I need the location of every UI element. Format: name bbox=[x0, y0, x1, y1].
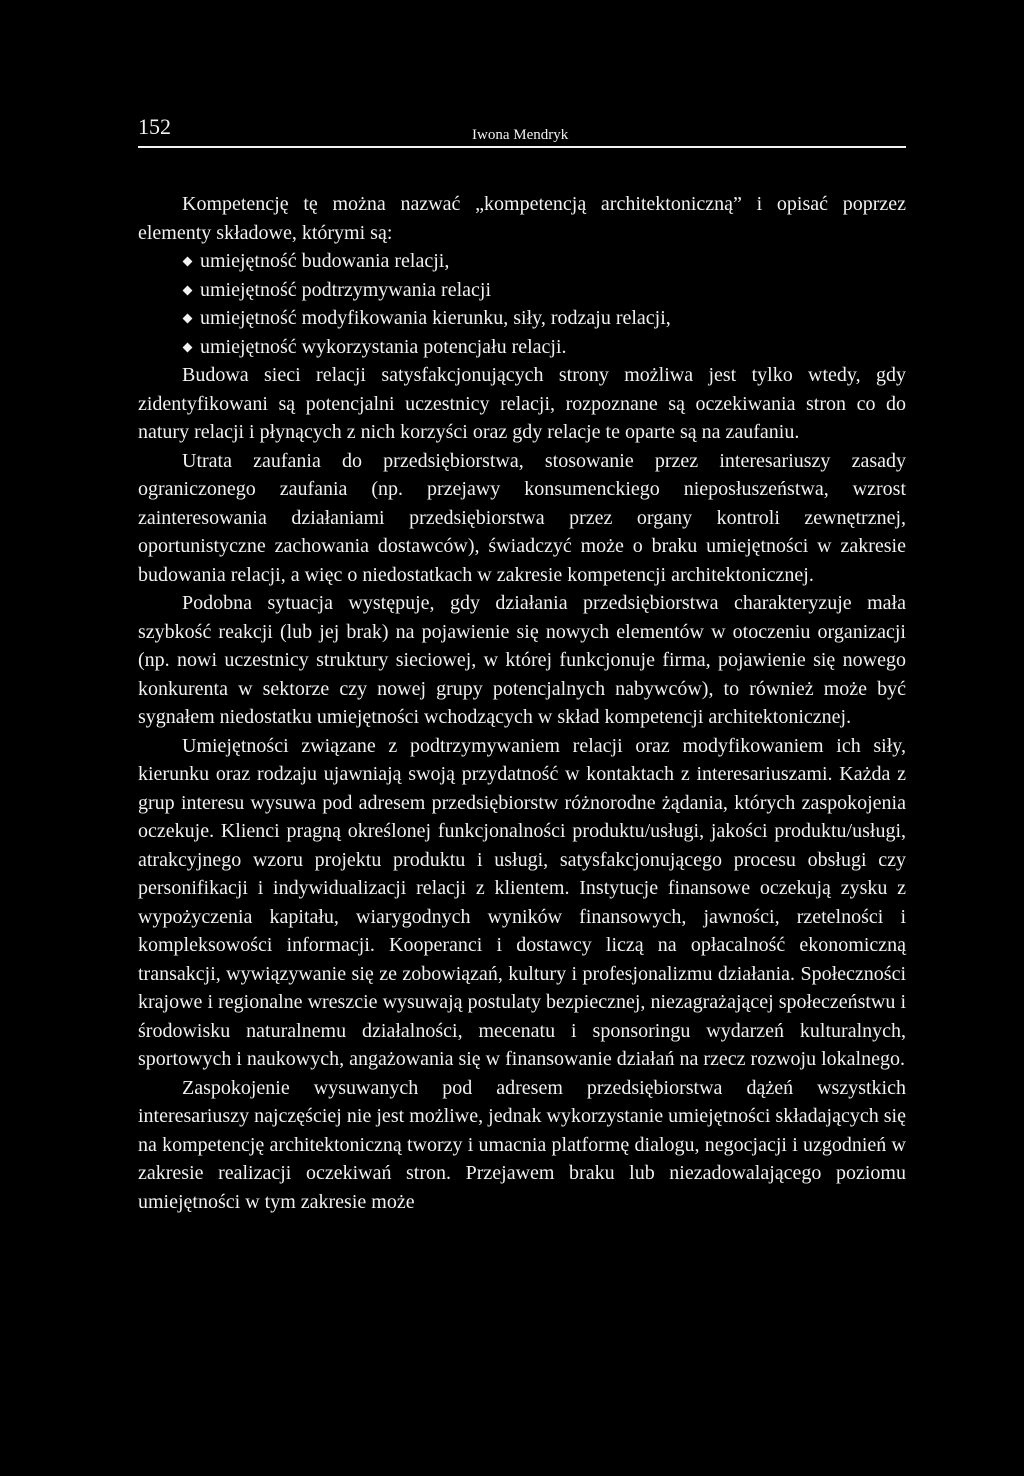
diamond-bullet-icon bbox=[183, 314, 193, 324]
document-page bbox=[138, 112, 906, 1216]
intro-paragraph: Kompetencję tę można nazwać „kompetencją architektoniczną” i opisać poprzez elementy składowe, którymi są: bbox=[138, 193, 906, 244]
body-paragraph: Umiejętności związane z podtrzymywaniem relacji oraz modyfikowaniem ich siły, kierunku oraz rodzaju ujawniają swoją przydatność w kontaktach z interesariuszami. Każda z grup interesu wysuwa pod adresem przedsiębiorstw różnorodne żądania, których zaspokojenia oczekuje. Klienci pragną określonej funkcjonalności produktu/usługi, jakości produktu/usługi, atrakcyjnego wzoru projektu produktu i usługi, satysfakcjonującego procesu obsługi czy personifikacji i indywidualizacji relacji z klientem. Instytucje finansowe oczekują zysku z wypożyczenia kapitału, wiarygodnych wyników finansowych, jawności, rzetelności i kompleksowości informacji. Kooperanci i dostawcy liczą na opłacalność ekonomiczną transakcji, wywiązywanie się ze zobowiązań, kultury i profesjonalizmu działania. Społeczności krajowe i regionalne wreszcie wysuwają postulaty bezpiecznej, niezagrażającej społeczeństwu i środowisku naturalnemu działalności, mecenatu i sponsoringu wydarzeń kulturalnych, sportowych i naukowych, angażowania się w finansowanie działań na rzecz rozwoju lokalnego. bbox=[138, 734, 906, 1070]
list-item bbox=[138, 304, 906, 333]
body-paragraph: Zaspokojenie wysuwanych pod adresem przedsiębiorstwa dążeń wszystkich interesariuszy najczęściej nie jest możliwe, jednak wykorzystanie umiejętności składających się na kompetencję architektoniczną tworzy i umacnia platformę dialogu, negocjacji i uzgodnień w zakresie realizacji oczekiwań stron. Przejawem braku lub niezadowalającego poziomu umiejętności w tym zakresie może bbox=[138, 1076, 906, 1213]
list-item bbox=[138, 333, 906, 362]
list-item-text: umiejętność modyfikowania kierunku, siły, rodzaju relacji, bbox=[200, 307, 671, 329]
running-head-author: Iwona Mendryk bbox=[472, 127, 569, 143]
diamond-bullet-icon bbox=[183, 285, 193, 295]
body-paragraph: Podobna sytuacja występuje, gdy działania przedsiębiorstwa charakteryzuje mała szybkość reakcji (lub jej brak) na pojawienie się nowych elementów w otoczeniu organizacji (np. nowi uczestnicy struktury sieciowej, w której funkcjonuje firma, pojawienie się nowego konkurenta w sektorze czy nowej grupy potencjalnych nabywców), to również może być sygnałem niedostatku umiejętności wchodzących w skład kompetencji architektonicznej. bbox=[138, 592, 906, 728]
list-item-text: umiejętność wykorzystania potencjału relacji. bbox=[200, 335, 567, 358]
document-body bbox=[138, 190, 906, 1216]
list-item bbox=[138, 247, 906, 276]
page-number: 152 bbox=[138, 114, 171, 139]
skills-list bbox=[138, 247, 906, 361]
page-header bbox=[138, 112, 906, 148]
list-item-text: umiejętność podtrzymywania relacji bbox=[200, 278, 492, 301]
body-paragraph: Budowa sieci relacji satysfakcjonujących strony możliwa jest tylko wtedy, gdy zidentyfikowani są potencjalni uczestnicy relacji, rozpoznane są oczekiwania stron co do natury relacji i płynących z nich korzyści oraz gdy relacje te oparte są na zaufaniu. bbox=[138, 364, 906, 443]
list-item bbox=[138, 276, 906, 305]
list-item-text: umiejętność budowania relacji, bbox=[200, 250, 450, 272]
body-paragraph: Utrata zaufania do przedsiębiorstwa, stosowanie przez interesariuszy zasady ograniczonego zaufania (np. przejawy konsumenckiego nieposłuszeństwa, wzrost zainteresowania działaniami przedsiębiorstwa przez organy kontroli zewnętrznej, oportunistyczne zachowania dostawców), świadczyć może o braku umiejętności w zakresie budowania relacji, a więc o niedostatkach w zakresie kompetencji architektonicznej. bbox=[138, 449, 906, 586]
diamond-bullet-icon bbox=[183, 342, 193, 352]
diamond-bullet-icon bbox=[183, 257, 193, 267]
